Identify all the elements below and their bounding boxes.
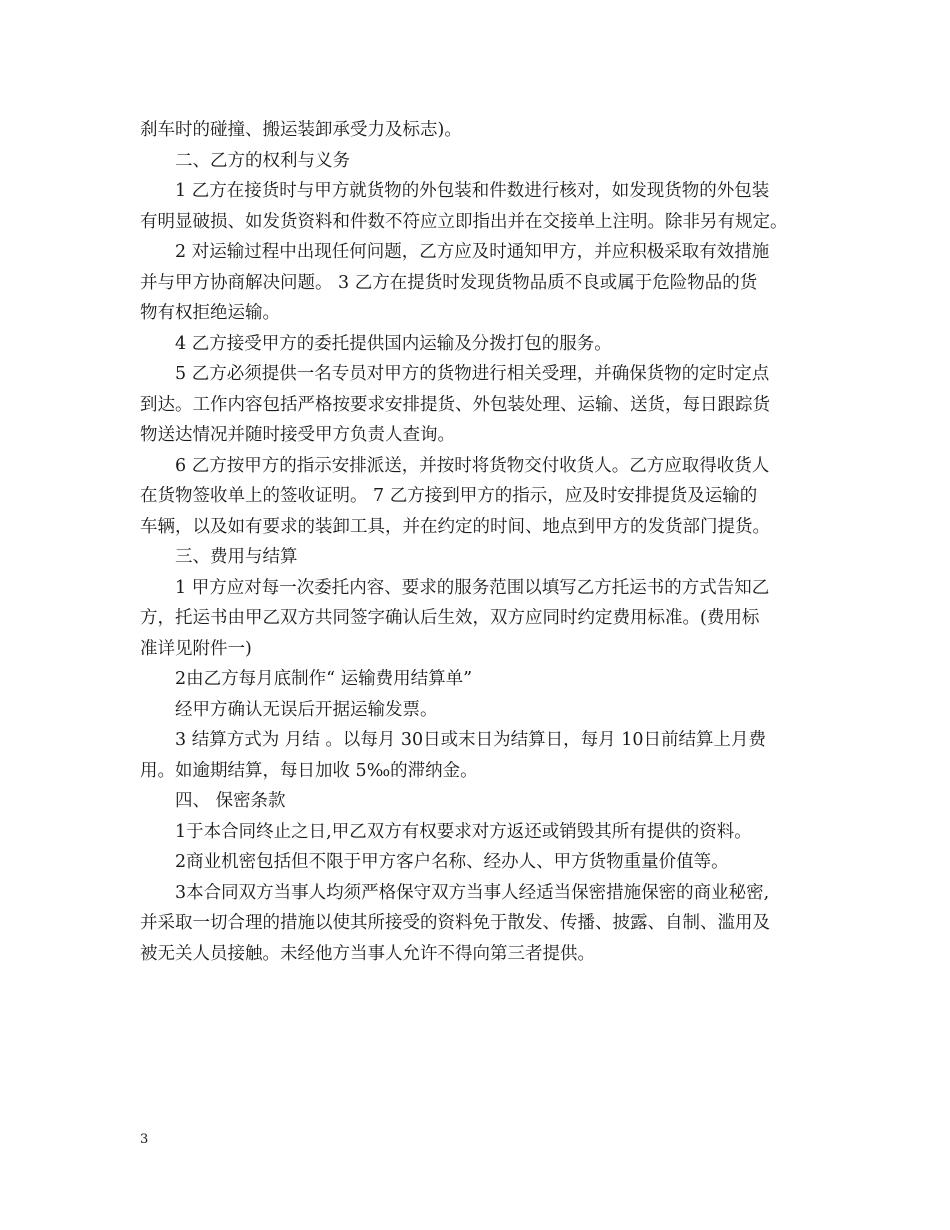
text-line: 用。如逾期结算，每日加收 5‰的滞纳金。 bbox=[140, 760, 478, 781]
contract-body-text bbox=[140, 115, 820, 969]
text-line: 2商业机密包括但不限于甲方客户名称、经办人、甲方货物重量价值等。 bbox=[175, 852, 729, 872]
text-line: 2 对运输过程中出现任何问题，乙方应及时通知甲方，并应积极采取有效措施 bbox=[175, 242, 770, 262]
text-line: 车辆，以及如有要求的装卸工具，并在约定的时间、地点到甲方的发货部门提货。 bbox=[140, 516, 770, 537]
text-line: 刹车时的碰撞、搬运装卸承受力及标志)。 bbox=[140, 120, 462, 140]
text-line: 3 结算方式为 月结 。以每月 30日或末日为结算日，每月 10日前结算上月费 bbox=[175, 730, 766, 750]
section-heading-fees: 三、费用与结算 bbox=[175, 547, 298, 567]
text-line: 5 乙方必须提供一名专员对甲方的货物进行相关受理，并确保货物的定时定点 bbox=[175, 364, 770, 384]
section-heading-party-b-rights: 二、乙方的权利与义务 bbox=[175, 150, 350, 171]
text-line: 有明显破损、如发货资料和件数不符应立即指出并在交接单上注明。除非另有规定。 bbox=[140, 211, 788, 232]
text-line: 2由乙方每月底制作“ 运输费用结算单” bbox=[175, 669, 473, 689]
text-line: 1 乙方在接货时与甲方就货物的外包装和件数进行核对，如发现货物的外包装 bbox=[175, 181, 770, 201]
text-line: 并采取一切合理的措施以使其所接受的资料免于散发、传播、披露、自制、滥用及 bbox=[140, 913, 770, 933]
text-line: 3本合同双方当事人均须严格保守双方当事人经适当保密措施保密的商业秘密, bbox=[175, 882, 770, 903]
text-line: 经甲方确认无误后开据运输发票。 bbox=[175, 699, 438, 720]
text-line: 6 乙方按甲方的指示安排派送，并按时将货物交付收货人。乙方应取得收货人 bbox=[175, 455, 770, 476]
text-line: 物有权拒绝运输。 bbox=[140, 303, 280, 323]
text-line: 1于本合同终止之日,甲乙双方有权要求对方返还或销毁其所有提供的资料。 bbox=[175, 821, 752, 842]
section-heading-confidentiality: 四、 保密条款 bbox=[175, 791, 286, 811]
text-line: 在货物签收单上的签收证明。 7 乙方接到甲方的指示，应及时安排提货及运输的 bbox=[140, 486, 758, 506]
text-line: 4 乙方接受甲方的委托提供国内运输及分拨打包的服务。 bbox=[175, 333, 612, 354]
text-line: 准详见附件一) bbox=[140, 638, 252, 659]
text-line: 并与甲方协商解决问题。 3 乙方在提货时发现货物品质不良或属于危险物品的货 bbox=[140, 272, 758, 293]
text-line: 1 甲方应对每一次委托内容、要求的服务范围以填写乙方托运书的方式告知乙 bbox=[175, 577, 770, 598]
text-line: 物送达情况并随时接受甲方负责人查询。 bbox=[140, 425, 455, 445]
page-number: 3 bbox=[140, 1132, 149, 1147]
text-line: 被无关人员接触。未经他方当事人允许不得向第三者提供。 bbox=[140, 943, 595, 964]
text-line: 到达。工作内容包括严格按要求安排提货、外包装处理、运输、送货，每日跟踪货 bbox=[140, 394, 770, 415]
text-line: 方，托运书由甲乙双方共同签字确认后生效，双方应同时约定费用标准。(费用标 bbox=[140, 608, 760, 628]
